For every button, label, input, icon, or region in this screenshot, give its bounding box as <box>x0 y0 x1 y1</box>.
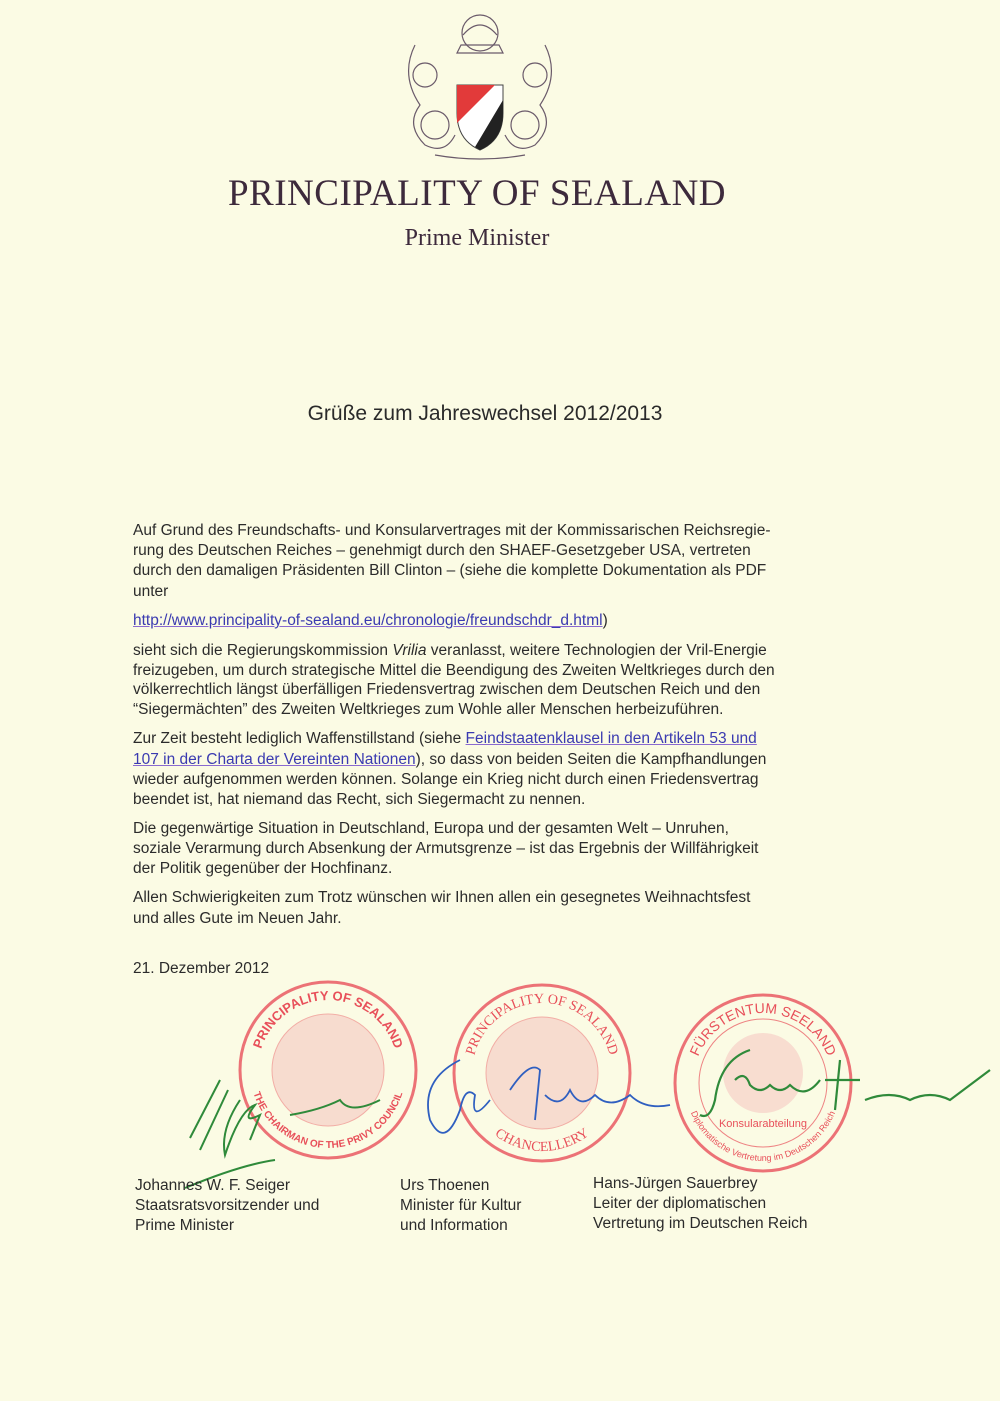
signatory-role: und Information <box>400 1217 508 1234</box>
signatory-role: Minister für Kultur <box>400 1197 522 1214</box>
page-subtitle: Prime Minister <box>404 225 550 251</box>
italic-term: Vrilia <box>392 642 427 659</box>
body-line: freizugeben, um durch strategische Mittel die Beendigung des Zweiten Weltkrieges durch den <box>133 662 775 679</box>
signatory-role: Staatsratsvorsitzender und <box>135 1197 320 1214</box>
text: veranlasst, weitere Technologien der Vril-Energie <box>426 642 767 659</box>
signature-seiger <box>180 1070 400 1190</box>
link-paren: ) <box>602 612 608 629</box>
seal-text: PRINCIPALITY OF SEALAND <box>249 987 407 1051</box>
coat-of-arms-logo <box>395 5 565 165</box>
seal-text: THE CHAIRMAN OF THE PRIVY COUNCIL <box>250 1090 406 1152</box>
seal-text: CHANCELLERY <box>492 1125 592 1156</box>
signature-sauerbrey <box>690 1040 1000 1130</box>
body-line: Die gegenwärtige Situation in Deutschland, Europa und der gesamten Welt – Unruhen, <box>133 820 729 837</box>
un-charter-link[interactable]: 107 in der Charta der Vereinten Nationen <box>133 751 416 768</box>
body-line: unter <box>133 583 169 600</box>
body-line: der Politik gegenüber der Hochfinanz. <box>133 860 393 877</box>
letter-date: 21. Dezember 2012 <box>133 960 270 977</box>
body-line: völkerrechtlich längst überfälligen Friedensvertrag zwischen dem Deutschen Reich und den <box>133 681 761 698</box>
body-line: und alles Gute im Neuen Jahr. <box>133 910 342 927</box>
seal-text: Konsularabteilung <box>718 1118 808 1130</box>
signature-thoenen <box>420 1050 680 1150</box>
page-title: PRINCIPALITY OF SEALAND <box>227 173 727 214</box>
signatory-name: Hans-Jürgen Sauerbrey <box>593 1175 758 1192</box>
body-line: rung des Deutschen Reiches – genehmigt durch den SHAEF-Gesetzgeber USA, vertreten <box>133 542 751 559</box>
body-line <box>133 642 767 660</box>
seal-text: PRINCIPALITY OF SEALAND <box>463 991 621 1057</box>
body-line <box>133 730 757 748</box>
signatory-seiger <box>135 1176 319 1236</box>
sealand-chronology-link[interactable]: http://www.principality-of-sealand.eu/chronologie/freundschdr_d.html <box>133 612 603 629</box>
body-line: “Siegermächten” des Zweiten Weltkrieges zum Wohle aller Menschen herbeizuführen. <box>133 701 724 718</box>
signatory-name: Urs Thoenen <box>400 1177 490 1194</box>
text: sieht sich die Regierungskommission <box>133 642 393 659</box>
text: Zur Zeit besteht lediglich Waffenstillstand (siehe <box>133 730 466 747</box>
body-line: durch den damaligen Präsidenten Bill Clinton – (siehe die komplette Dokumentation als PDF <box>133 562 767 579</box>
signatory-sauerbrey <box>593 1174 808 1234</box>
seal-text: Diplomatische Vertretung im Deutschen Reich <box>688 1109 838 1164</box>
body-line: Auf Grund des Freundschafts- und Konsularvertrages mit der Kommissarischen Reichsregie- <box>133 522 771 539</box>
un-charter-link[interactable]: Feindstaatenklausel in den Artikeln 53 und <box>465 730 757 747</box>
body-line <box>133 751 766 769</box>
body-line: Allen Schwierigkeiten zum Trotz wünschen wir Ihnen allen ein gesegnetes Weihnachtsfest <box>133 889 751 906</box>
signatory-role: Prime Minister <box>135 1217 235 1234</box>
text: ), so dass von beiden Seiten die Kampfhandlungen <box>415 751 767 768</box>
signatory-thoenen <box>400 1176 521 1236</box>
body-line: beendet ist, hat niemand das Recht, sich Siegermacht zu nennen. <box>133 791 586 808</box>
signatory-role: Leiter der diplomatischen <box>593 1195 767 1212</box>
body-line: wieder aufgenommen werden können. Solange ein Krieg nicht durch einen Friedensvertrag <box>133 771 759 788</box>
link-line <box>133 612 608 630</box>
letter-heading: Grüße zum Jahreswechsel 2012/2013 <box>307 402 663 425</box>
seal-text: FÜRSTENTUM SEELAND <box>686 999 840 1059</box>
signatory-name: Johannes W. F. Seiger <box>135 1177 291 1194</box>
signatory-role: Vertretung im Deutschen Reich <box>593 1215 808 1232</box>
body-line: soziale Verarmung durch Absenkung der Armutsgrenze – ist das Ergebnis der Willfährigkeit <box>133 840 759 857</box>
